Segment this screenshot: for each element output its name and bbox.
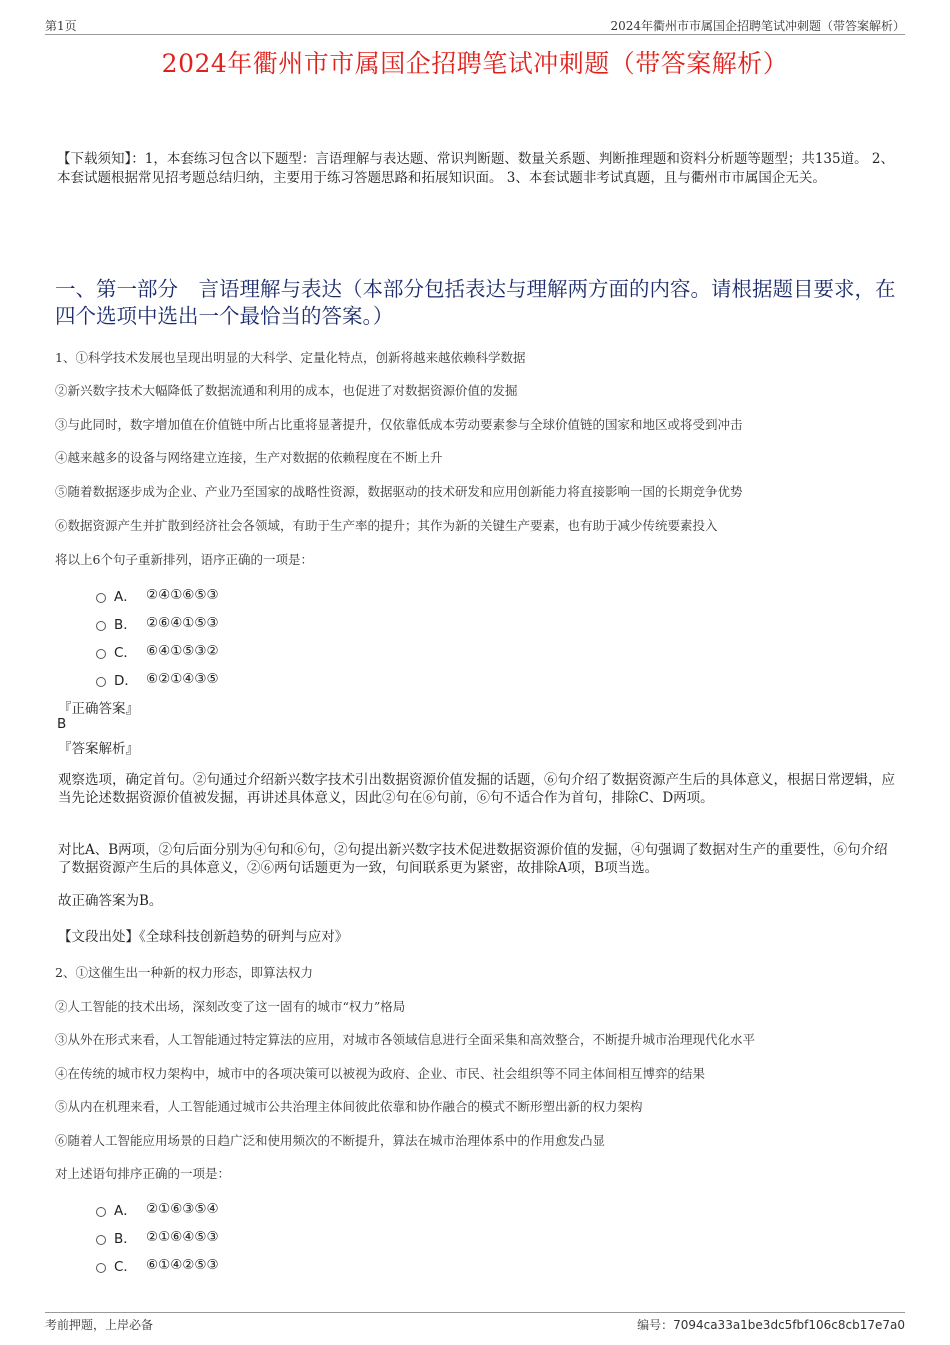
q1-option-a[interactable]: A． ②④①⑥⑤③	[96, 585, 219, 605]
analysis-paragraph: 观察选项，确定首句。②句通过介绍新兴数字技术引出数据资源价值发掘的话题，⑥句介绍了数据资源产生后的具体意义，根据日常逻辑，应当先论述数据资源价值被发掘，再讲述具体意义，因此②句在⑥句前，⑥句不适合作为首句，排除C、D两项。	[58, 772, 895, 806]
document-title: 2024年衢州市市属国企招聘笔试冲刺题（带答案解析）	[161, 49, 789, 78]
section-title: 一、第一部分 言语理解与表达（本部分包括表达与理解两方面的内容。请根据题目要求，在四个选项中选出一个最恰当的答案。）	[55, 277, 896, 328]
radio-icon[interactable]	[96, 1263, 106, 1273]
q2-option-c[interactable]: C． ⑥①④②⑤③	[96, 1255, 219, 1275]
radio-icon[interactable]	[96, 621, 106, 631]
q2-prompt: 对上述语句排序正确的一项是：	[55, 1166, 231, 1181]
radio-icon[interactable]	[96, 1235, 106, 1245]
q2-line: ④在传统的城市权力架构中，城市中的各项决策可以被视为政府、企业、市民、社会组织等不同主体间相互博弈的结果	[55, 1066, 706, 1081]
page-footer	[45, 1312, 905, 1333]
q1-line: 1、①科学技术发展也呈现出明显的大科学、定量化特点，创新将越来越依赖科学数据	[55, 350, 526, 365]
q1-option-d[interactable]: D． ⑥②①④③⑤	[96, 669, 219, 689]
q1-prompt: 将以上6个句子重新排列，语序正确的一项是：	[55, 552, 313, 567]
q2-line: ⑤从内在机理来看，人工智能通过城市公共治理主体间彼此依靠和协作融合的模式不断形塑出新的权力架构	[55, 1099, 643, 1114]
q1-line: ⑤随着数据逐步成为企业、产业乃至国家的战略性资源，数据驱动的技术研发和应用创新能力将直接影响一国的长期竞争优势	[55, 484, 743, 499]
radio-icon[interactable]	[96, 649, 106, 659]
answer-value: B	[57, 716, 67, 732]
q2-option-a[interactable]: A． ②①⑥③⑤④	[96, 1199, 219, 1219]
header-doc-title: 2024年衢州市市属国企招聘笔试冲刺题（带答案解析）	[610, 19, 905, 33]
q2-line: ⑥随着人工智能应用场景的日趋广泛和使用频次的不断提升，算法在城市治理体系中的作用愈发凸显	[55, 1133, 606, 1148]
radio-icon[interactable]	[96, 677, 106, 687]
answer-label: 『正确答案』	[58, 701, 139, 717]
page-header	[45, 16, 905, 35]
radio-icon[interactable]	[96, 1207, 106, 1217]
footer-doc-id: 编号：7094ca33a1be3dc5fbf106c8cb17e7a0	[637, 1318, 905, 1332]
q1-line: ③与此同时，数字增加值在价值链中所占比重将显著提升，仅依靠低成本劳动要素参与全球价值链的国家和地区或将受到冲击	[55, 417, 743, 432]
q1-line: ⑥数据资源产生并扩散到经济社会各领域，有助于生产率的提升；其作为新的关键生产要素，也有助于减少传统要素投入	[55, 518, 718, 533]
q1-line: ②新兴数字技术大幅降低了数据流通和利用的成本，也促进了对数据资源价值的发掘	[55, 383, 518, 398]
q1-line: ④越来越多的设备与网络建立连接，生产对数据的依赖程度在不断上升	[55, 450, 443, 465]
q2-option-b[interactable]: B． ②①⑥④⑤③	[96, 1227, 219, 1247]
page-number: 第1页	[45, 19, 77, 33]
q1-option-b[interactable]: B． ②⑥④①⑤③	[96, 613, 219, 633]
radio-icon[interactable]	[96, 593, 106, 603]
source-citation: 【文段出处】《全球科技创新趋势的研判与应对》	[58, 929, 349, 945]
q1-option-c[interactable]: C． ⑥④①⑤③②	[96, 641, 219, 661]
q2-line: 2、①这催生出一种新的权力形态，即算法权力	[55, 965, 313, 980]
q2-line: ②人工智能的技术出场，深刻改变了这一固有的城市“权力”格局	[55, 999, 406, 1014]
analysis-paragraph: 对比A、B两项，②句后面分别为④句和⑥句，②句提出新兴数字技术促进数据资源价值的发掘，④句强调了数据对生产的重要性，⑥句介绍了数据资源产生后的具体意义，②⑥两句话题更为一致，句间联系更为紧密，故排除A项，B项当选。	[58, 842, 888, 876]
footer-slogan: 考前押题，上岸必备	[45, 1318, 154, 1332]
analysis-paragraph: 故正确答案为B。	[58, 893, 163, 909]
analysis-label: 『答案解析』	[58, 741, 139, 757]
q2-line: ③从外在形式来看，人工智能通过特定算法的应用，对城市各领域信息进行全面采集和高效整合，不断提升城市治理现代化水平	[55, 1032, 756, 1047]
download-notice: 【下载须知】：1，本套练习包含以下题型：言语理解与表达题、常识判断题、数量关系题、判断推理题和资料分析题等题型；共135道。 2、本套试题根据常见招考题总结归纳，主要用于练习答题思路和拓展知识面。 3、本套试题非考试真题，且与衢州市市属国企无关。	[57, 151, 894, 186]
